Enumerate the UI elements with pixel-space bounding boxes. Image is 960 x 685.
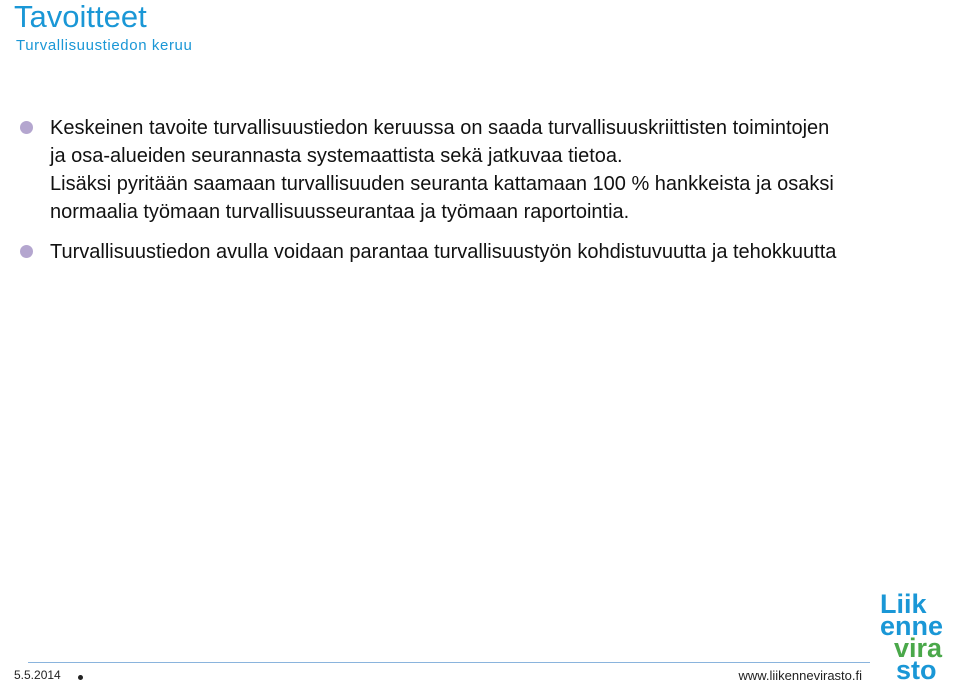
bullet-item [20, 114, 850, 226]
bullet-text: Keskeinen tavoite turvallisuustiedon keruussa on saada turvallisuuskriittisten toimintojen ja osa-alueiden seurannasta systemaattista sekä jatkuvaa tietoa. [50, 117, 830, 167]
bullet-list [20, 114, 850, 278]
logo-text-line: vira [894, 633, 943, 663]
footer-dot-icon [78, 675, 83, 680]
logo-text-line: Liik [880, 589, 927, 619]
bullet-dot-icon [20, 121, 33, 134]
logo-text-line: enne [880, 611, 944, 641]
footer-url: www.liikennevirasto.fi [738, 668, 862, 683]
footer-date: 5.5.2014 [14, 668, 61, 682]
liikennevirasto-logo [880, 589, 958, 685]
bullet-text: Lisäksi pyritään saamaan turvallisuuden seuranta kattamaan 100 % hankkeista ja osaksi normaalia työmaan turvallisuusseurantaa ja työmaan raportointia. [50, 173, 834, 223]
bullet-item [20, 238, 850, 266]
bullet-dot-icon [20, 245, 33, 258]
logo-text-line: sto [896, 655, 937, 685]
footer-divider [28, 662, 870, 663]
slide-subtitle: Turvallisuustiedon keruu [16, 37, 193, 54]
slide-title: Tavoitteet [14, 0, 147, 34]
bullet-text: Turvallisuustiedon avulla voidaan parantaa turvallisuustyön kohdistuvuutta ja tehokkuutta [50, 241, 837, 263]
